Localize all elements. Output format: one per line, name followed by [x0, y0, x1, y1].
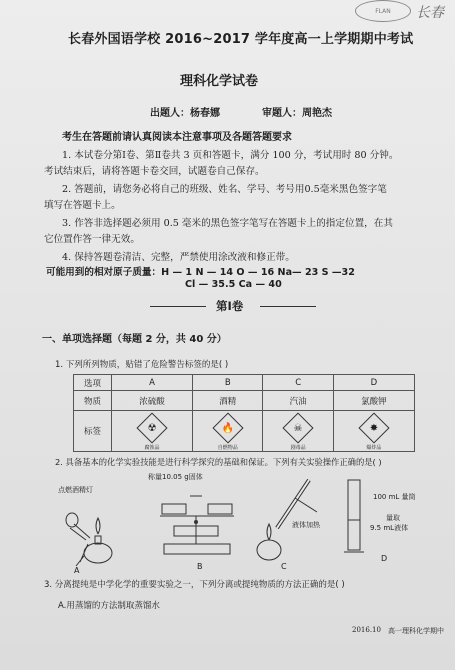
alcohol-lamp-figure	[60, 498, 120, 568]
q2-stem: 2. 具备基本的化学实验技能是进行科学探究的基础和保证。下列有关实验操作正确的是( )	[55, 457, 382, 467]
table-cell: 酒精	[193, 391, 263, 411]
table-cell: B	[193, 375, 263, 391]
table-cell: A	[112, 375, 193, 391]
fig-d-caption-3: 9.5 mL液体	[370, 524, 409, 532]
q3-option-a: A.用蒸馏的方法制取蒸馏水	[58, 601, 160, 611]
flame-hazard-icon: 🔥	[212, 412, 243, 443]
fig-c-caption: 液体加热	[292, 521, 320, 529]
notice-heading: 考生在答题前请认真阅读本注意事项及各题答题要求	[62, 132, 292, 143]
table-cell: ✸ 爆炸品	[333, 411, 414, 452]
notice-item-2: 2. 答题前，请您务必将自己的班级、姓名、学号、考号用0.5毫米黑色签字笔	[62, 184, 387, 195]
stamp-logo: FLAN	[355, 0, 411, 22]
exam-subtitle: 理科化学试卷	[180, 74, 259, 89]
notice-item-1-cont: 考试结束后，请将答题卡卷交回，试题卷自己保存。	[44, 166, 265, 177]
fig-b-caption: 称量10.05 g固体	[148, 473, 203, 481]
table-cell: 氯酸钾	[333, 391, 414, 411]
notice-item-1: 1. 本试卷分第Ⅰ卷、第Ⅱ卷共 3 页和答题卡，满分 100 分，考试用时 80 分钟。	[62, 150, 399, 161]
setter-line: 出题人：杨春娜	[150, 108, 220, 119]
table-row	[74, 391, 415, 411]
exam-title: 长春外国语学校 2016~2017 学年度高一上学期期中考试	[68, 32, 414, 47]
corrosive-hazard-icon: ☢	[137, 412, 168, 443]
notice-item-3-cont: 它位置作答一律无效。	[44, 234, 140, 245]
notice-item-3: 3. 作答非选择题必须用 0.5 毫米的黑色签字笔写在答题卡上的指定位置，在其	[62, 218, 393, 229]
notice-item-2-cont: 填写在答题卡上。	[44, 200, 121, 211]
footer-date: 2016.10	[352, 626, 381, 634]
table-cell: 选项	[74, 375, 112, 391]
notice-item-4: 4. 保持答题卷清洁、完整，严禁使用涂改液和修正带。	[62, 252, 295, 263]
footer-running-title: 高一理科化学期中	[388, 627, 444, 635]
table-cell: 标签	[74, 411, 112, 452]
table-cell: 汽油	[263, 391, 333, 411]
atomic-mass-line-2: Cl — 35.5 Ca — 40	[185, 279, 282, 290]
reviewer-line: 审题人：周艳杰	[262, 108, 332, 119]
explosive-hazard-icon: ✸	[358, 412, 389, 443]
atomic-mass-line-1: 可能用到的相对原子质量：H — 1 N — 14 O — 16 Na— 23 S —32	[46, 267, 355, 278]
table-row	[74, 375, 415, 391]
divider-right	[260, 306, 316, 307]
q1-table	[73, 374, 415, 452]
table-cell: C	[263, 375, 333, 391]
table-cell: ☠ 剧毒品	[263, 411, 333, 452]
fig-d-caption-2: 量取	[386, 514, 400, 522]
exam-page: FLAN 长春 长春外国语学校 2016~2017 学年度高一上学期期中考试 理科化学试卷 出题人：杨春娜 审题人：周艳杰 考生在答题前请认真阅读本注意事项及各题答题要求 1. 本试卷分第Ⅰ卷、第Ⅱ卷共 3 页和答题卡，满分 100 分，考试用时 80 分钟。 考试结束后，请将答题卡卷交回，试题卷自己保存。 2. 答题前，请您务必将自己的班级、姓名、学号、考号用0.5毫米黑色签字笔 填写在答题卡上。 3. 作答非选择题必须用 0.5 毫米的黑色签字笔写在答题卡上的指定位置，在其 它位置作答一律无效。 4. 保持答题卷清洁、完整，严禁使用涂改液和修正带。 可能用到的相对原子质量：H — 1 N — 14 O — 16 Na— 23 S —32 Cl — 35.5 Ca — 40 第Ⅰ卷 一、单项选择题（每题 2 分，共 40 分） 1. 下列所列物质，贴错了危险警告标签的是( ) 选项 A B C D 物质 浓硫酸 酒精 汽油 氯酸钾 标签 ☢ 腐蚀品 🔥 自燃物品 ☠ 剧毒品 ✸ 爆炸品 2. 具备基本的化学实验技能是进行科学探究的基础和保证。下列有关实验操作正确的是( ) 点燃酒精灯 A 称量10.05 g固体 B 液体加热 C 100 mL 量筒 量取 9.5 mL液体 D 3. 分离提纯是中学化学的重要实验之一，下列分离或提纯物质的方法正确的是( ) A.用蒸馏的方法制取蒸馏水 2016.10 高一理科化学期中	[0, 0, 455, 670]
fig-d-caption-1: 100 mL 量筒	[373, 493, 416, 501]
toxic-hazard-icon: ☠	[283, 412, 314, 443]
balance-figure	[150, 482, 240, 562]
divider-left	[150, 306, 206, 307]
table-cell: ☢ 腐蚀品	[112, 411, 193, 452]
table-cell: 浓硫酸	[112, 391, 193, 411]
q3-stem: 3. 分离提纯是中学化学的重要实验之一，下列分离或提纯物质的方法正确的是( )	[44, 580, 345, 590]
table-cell: 🔥 自燃物品	[193, 411, 263, 452]
q1-stem: 1. 下列所列物质，贴错了危险警告标签的是( )	[55, 360, 229, 370]
volume-title: 第Ⅰ卷	[216, 299, 244, 313]
fig-a-caption: 点燃酒精灯	[58, 486, 93, 494]
handwritten-note: 长春	[416, 5, 444, 21]
graduated-cylinder-figure	[340, 476, 370, 560]
table-cell: D	[333, 375, 414, 391]
table-row	[74, 411, 415, 452]
part-title: 一、单项选择题（每题 2 分，共 40 分）	[42, 334, 227, 345]
table-cell: 物质	[74, 391, 112, 411]
